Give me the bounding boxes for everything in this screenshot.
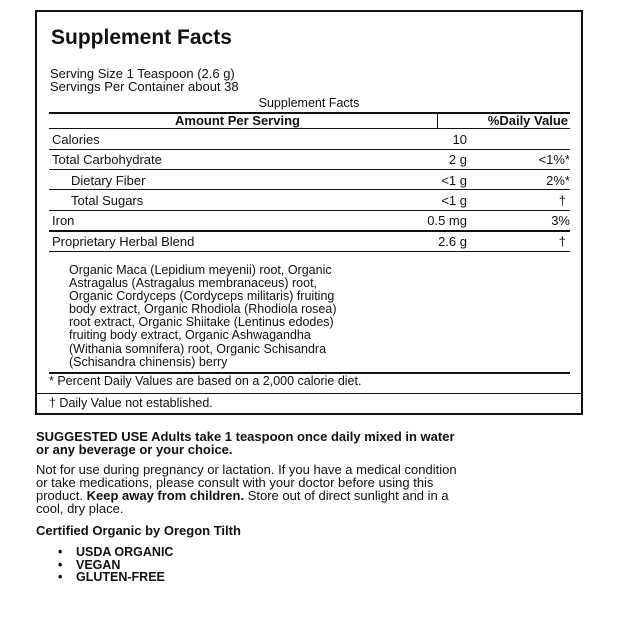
row-name: Dietary Fiber (71, 173, 146, 188)
warning-line: cool, dry place. (36, 501, 124, 516)
row-name: Total Carbohydrate (52, 152, 162, 167)
row-daily-value: 2%* (546, 173, 570, 188)
blend-line: Organic Maca (Lepidium meyenii) root, Organic (69, 263, 332, 277)
claim-label: USDA ORGANIC (76, 545, 174, 559)
serving-size: Serving Size 1 Teaspoon (2.6 g) (50, 66, 235, 81)
bullet-icon: • (58, 570, 63, 584)
row-daily-value: † (558, 193, 566, 208)
suggested-use (36, 430, 596, 456)
row-name: Calories (52, 132, 100, 147)
suggested-use-line: or any beverage or your choice. (36, 442, 233, 457)
row-rule (49, 169, 570, 170)
row-amount: 2 g (448, 152, 467, 167)
blend-line: Organic Cordyceps (Cordyceps militaris) fruiting (69, 289, 335, 304)
blend-line: root extract, Organic Shiitake (Lentinus edodes) (69, 315, 334, 330)
claim-label: GLUTEN-FREE (76, 570, 165, 584)
servings-per-container: Servings Per Container about 38 (50, 79, 239, 94)
warning-line: Not for use during pregnancy or lactation. If you have a medical condition (36, 462, 457, 477)
warning-tail: Store out of direct sunlight and in a (244, 488, 449, 503)
bullet-icon: • (58, 557, 63, 572)
footnote-rule (37, 393, 581, 394)
claims-list (58, 546, 173, 584)
table-caption: Supplement Facts (258, 96, 360, 110)
row-rule (49, 189, 570, 190)
warning-line: or take medications, please consult with your doctor before using this (36, 475, 434, 490)
certification: Certified Organic by Oregon Tilth (36, 523, 241, 538)
row-rule (49, 230, 570, 232)
row-amount: 2.6 g (438, 234, 467, 249)
keep-away-notice: Keep away from children. (86, 488, 245, 503)
row-rule (49, 251, 570, 252)
blend-line: body extract, Organic Rhodiola (Rhodiola rosea) (69, 302, 337, 317)
supplement-facts-panel (35, 10, 583, 415)
bullet-icon: • (58, 545, 63, 559)
warning-lead: product. (36, 488, 87, 503)
footnote-percent-dv: * Percent Daily Values are based on a 2,000 calorie diet. (49, 374, 362, 388)
claim-label: VEGAN (76, 557, 121, 572)
row-amount: <1 g (441, 173, 467, 188)
header-amount: Amount Per Serving (175, 113, 300, 128)
blend-line: Astragalus (Astragalus membranaceus) root, (69, 276, 318, 291)
row-amount: 10 (452, 132, 467, 147)
row-daily-value: 3% (551, 213, 570, 228)
blend-line: (Withania somnifera) root, Organic Schisandra (69, 341, 327, 356)
row-daily-value: <1%* (538, 152, 570, 167)
row-daily-value: † (558, 234, 566, 249)
header-daily-value: %Daily Value (487, 113, 568, 128)
list-item (58, 571, 173, 584)
warning-text (36, 463, 596, 515)
footnote-dagger: † Daily Value not established. (49, 396, 213, 410)
blend-line: fruiting body extract, Organic Ashwagandha (69, 328, 311, 343)
row-name: Total Sugars (71, 193, 144, 208)
row-name: Iron (52, 213, 75, 228)
row-rule (49, 210, 570, 211)
row-rule (49, 149, 570, 150)
row-amount: <1 g (441, 193, 467, 208)
header-rule (49, 128, 570, 129)
suggested-use-line: SUGGESTED USE Adults take 1 teaspoon once daily mixed in water (36, 429, 455, 444)
blend-ingredients (69, 264, 429, 369)
blend-line: (Schisandra chinensis) berry (69, 354, 228, 369)
row-name: Proprietary Herbal Blend (52, 234, 195, 249)
header-divider (437, 112, 438, 128)
panel-title: Supplement Facts (51, 26, 232, 49)
row-amount: 0.5 mg (427, 213, 467, 228)
